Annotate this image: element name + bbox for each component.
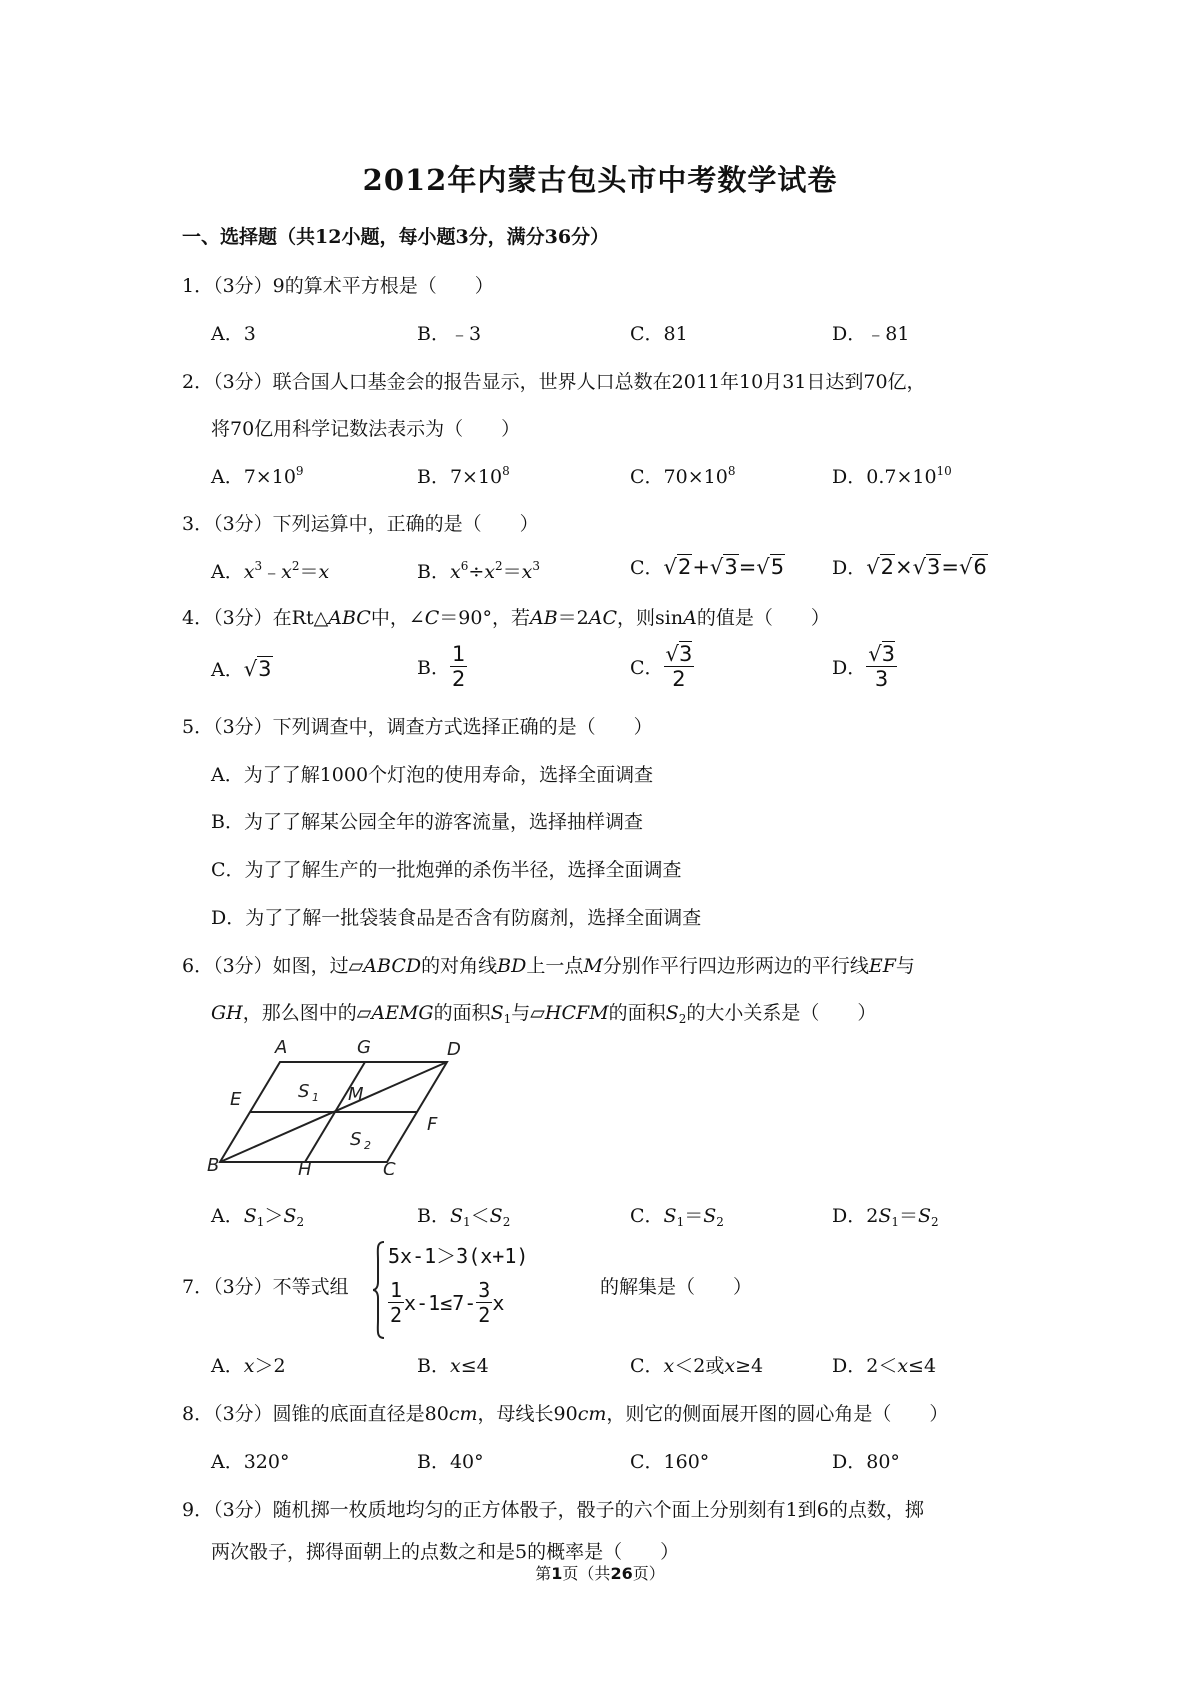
label-e: E (230, 1089, 242, 1110)
q7-inequality-1: 5x-1＞3(x+1) (388, 1244, 529, 1268)
label-s1-sub: 1 (312, 1091, 319, 1104)
q8-option-a: A．320° (211, 1451, 290, 1473)
q5-stem: 5．（3分）下列调查中，调查方式选择正确的是（ ） (182, 716, 653, 738)
label-g: G (357, 1037, 371, 1058)
q8-option-c: C．160° (630, 1451, 710, 1473)
label-m: M (348, 1084, 364, 1105)
label-b: B (207, 1155, 220, 1175)
q6-option-b: B．$S_1<S_2$ (417, 1205, 511, 1229)
label-s2-sub: 2 (364, 1139, 371, 1152)
q6-option-a: A．$S_1>S_2$ (211, 1205, 305, 1229)
q5-option-d: D．为了了解一批袋装食品是否含有防腐剂，选择全面调查 (211, 907, 702, 929)
q5-option-a: A．为了了解1000个灯泡的使用寿命，选择全面调查 (211, 764, 654, 786)
q1-option-b: B．﹣3 (417, 323, 482, 345)
q2-stem: 2．（3分）联合国人口基金会的报告显示，世界人口总数在2011年10月31日达到70亿， (182, 371, 926, 393)
q4-option-d: D． $\frac{√3}{3}$ (832, 642, 895, 691)
q7-stem-pre: 7．（3分）不等式组 (182, 1276, 349, 1298)
q3-option-b: B．$x^6\div x^2=x^3$ (417, 559, 540, 583)
q7-inequality-2: $\frac{1}{2}$ x-1≤7- $\frac{3}{2}$ x (390, 1278, 505, 1327)
q6-option-c: C．$S_1=S_2$ (630, 1205, 724, 1229)
q8-option-d: D．80° (832, 1451, 900, 1473)
label-a: A (275, 1037, 288, 1058)
q3-option-a: A．$x^3﹣x^2=x$ (211, 559, 330, 583)
q8-stem: 8．（3分）圆锥的底面直径是80cm，母线长90cm，则它的侧面展开图的圆心角是（ ） (182, 1403, 949, 1425)
q4-stem: 4．（3分）在Rt△ABC中，∠C＝90°，若AB＝2AC，则sinA的值是（ ） (182, 607, 830, 629)
q3-stem: 3．（3分）下列运算中，正确的是（ ） (182, 513, 539, 535)
q2-option-b: B．$7\times 10^8$ (417, 464, 510, 488)
q7-option-a: A．x＞2 (211, 1355, 286, 1377)
q2-option-c: C．$70\times 10^8$ (630, 464, 736, 488)
label-h: H (298, 1159, 312, 1175)
label-s2: S (350, 1129, 362, 1150)
q4-option-c: C． $\frac{√3}{2}$ (630, 642, 693, 691)
label-c: C (383, 1159, 396, 1175)
label-d: D (447, 1039, 461, 1060)
page-footer: 第1页（共26页） (535, 1564, 665, 1583)
q3-option-d: D．√2×√3=√6 (832, 555, 987, 579)
q5-option-c: C．为了了解生产的一批炮弹的杀伤半径，选择全面调查 (211, 859, 682, 881)
q8-option-b: B．40° (417, 1451, 484, 1473)
label-f: F (427, 1114, 438, 1135)
q4-option-b: B． $\frac{1}{2}$ (417, 642, 466, 691)
q6-option-d: D．$2S_1=S_2$ (832, 1205, 939, 1229)
q7-brace (372, 1240, 386, 1340)
q2-stem-line2: 将70亿用科学记数法表示为（ ） (211, 418, 521, 440)
q5-option-b: B．为了了解某公园全年的游客流量，选择抽样调查 (211, 811, 643, 833)
q9-stem: 9．（3分）随机掷一枚质地均匀的正方体骰子，骰子的六个面上分别刻有1到6的点数，掷 (182, 1499, 924, 1521)
q7-stem-end: 的解集是（ ） (600, 1276, 753, 1298)
page-title: 2012年内蒙古包头市中考数学试卷 (362, 163, 838, 197)
q6-stem: 6．（3分）如图，过▱ABCD的对角线BD上一点M分别作平行四边形两边的平行线EF与 (182, 955, 915, 977)
section-heading: 一、选择题（共12小题，每小题3分，满分36分） (182, 226, 610, 248)
q6-parallelogram-figure (205, 1035, 485, 1175)
q7-option-d: D．2＜x≤4 (832, 1355, 937, 1377)
q4-option-a: A．√3 (211, 657, 272, 681)
q6-stem-line2: GH，那么图中的▱AEMG的面积$S_1$与▱HCFM的面积$S_2$的大小关系是（ ） (211, 1002, 877, 1026)
label-s1: S (298, 1081, 310, 1102)
q2-option-a: A．$7\times 10^9$ (211, 464, 304, 488)
q1-option-d: D．﹣81 (832, 323, 910, 345)
q1-stem: 1．（3分）9的算术平方根是（ ） (182, 275, 494, 297)
q7-option-b: B．x≤4 (417, 1355, 489, 1377)
q3-option-c: C．√2+√3=√5 (630, 555, 785, 579)
q7-option-c: C．x＜2或x≥4 (630, 1355, 764, 1377)
q1-option-a: A．3 (211, 323, 256, 345)
q9-stem-line2: 两次骰子，掷得面朝上的点数之和是5的概率是（ ） (211, 1541, 680, 1563)
q2-option-d: D．$0.7\times 10^{10}$ (832, 464, 952, 488)
q1-option-c: C．81 (630, 323, 688, 345)
